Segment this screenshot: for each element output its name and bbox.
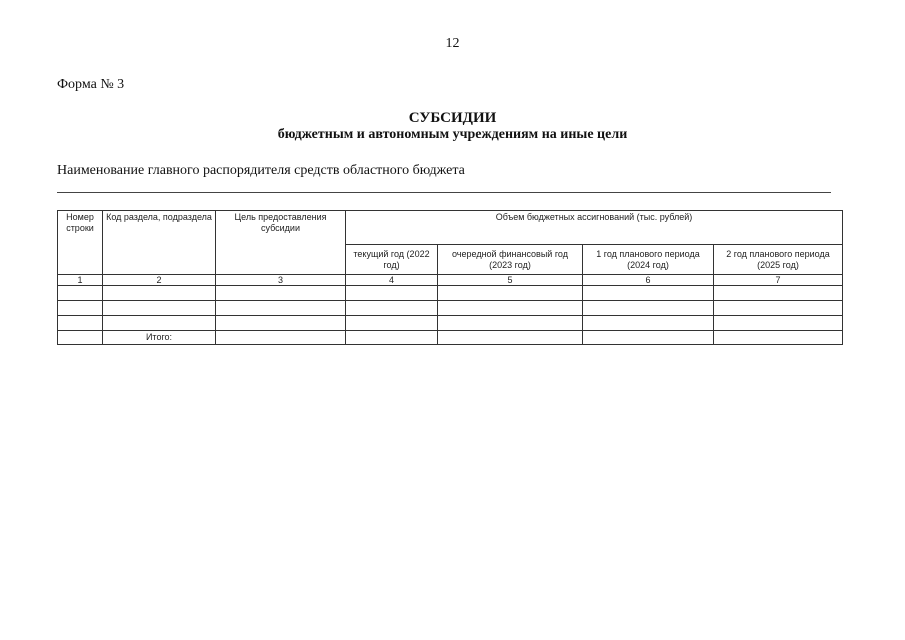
column-number: 1 xyxy=(58,275,103,286)
table-row xyxy=(58,286,843,301)
table-cell xyxy=(103,301,216,316)
page-number: 12 xyxy=(445,36,460,51)
header-current-year: текущий год (2022 год) xyxy=(346,245,438,275)
table-cell xyxy=(216,316,346,331)
table-cell xyxy=(438,331,583,345)
header-plan-year-2: 2 год планового периода (2025 год) xyxy=(714,245,843,275)
distributor-field-line xyxy=(57,192,831,193)
table-cell xyxy=(346,286,438,301)
document-title: СУБСИДИИ xyxy=(408,110,497,126)
table-header-row xyxy=(58,211,843,245)
table-cell xyxy=(58,331,103,345)
table-cell xyxy=(714,331,843,345)
column-number: 5 xyxy=(438,275,583,286)
header-row-number: Номер строки xyxy=(58,211,103,275)
table-cell xyxy=(58,286,103,301)
document-subtitle: бюджетным и автономным учреждениям на иные цели xyxy=(277,127,628,142)
table-row xyxy=(58,301,843,316)
header-next-year: очередной финансовый год (2023 год) xyxy=(438,245,583,275)
table-cell xyxy=(216,301,346,316)
column-number: 6 xyxy=(583,275,714,286)
total-label: Итого: xyxy=(103,331,216,345)
header-purpose: Цель предоставления субсидии xyxy=(216,211,346,275)
subsidies-table xyxy=(57,210,843,345)
table-cell xyxy=(346,301,438,316)
table-cell xyxy=(103,316,216,331)
table-cell xyxy=(346,316,438,331)
table-cell xyxy=(438,286,583,301)
table-cell xyxy=(58,301,103,316)
column-number: 3 xyxy=(216,275,346,286)
table-cell xyxy=(583,331,714,345)
table-cell xyxy=(714,316,843,331)
header-volume: Объем бюджетных ассигнований (тыс. рублей) xyxy=(346,211,843,245)
table-cell xyxy=(583,301,714,316)
table-cell xyxy=(58,316,103,331)
table-cell xyxy=(714,286,843,301)
form-label: Форма № 3 xyxy=(57,77,125,92)
table-cell xyxy=(346,331,438,345)
column-number: 4 xyxy=(346,275,438,286)
table-cell xyxy=(438,316,583,331)
table-row xyxy=(58,316,843,331)
table-cell xyxy=(714,301,843,316)
column-number-row xyxy=(58,275,843,286)
header-plan-year-1: 1 год планового периода (2024 год) xyxy=(583,245,714,275)
header-section-code: Код раздела, подраздела xyxy=(103,211,216,275)
distributor-field-label: Наименование главного распорядителя средств областного бюджета xyxy=(57,163,465,178)
table-cell xyxy=(216,331,346,345)
table-cell xyxy=(438,301,583,316)
table-cell xyxy=(583,286,714,301)
total-row xyxy=(58,331,843,345)
column-number: 7 xyxy=(714,275,843,286)
column-number: 2 xyxy=(103,275,216,286)
table-cell xyxy=(103,286,216,301)
table-cell xyxy=(216,286,346,301)
table-cell xyxy=(583,316,714,331)
